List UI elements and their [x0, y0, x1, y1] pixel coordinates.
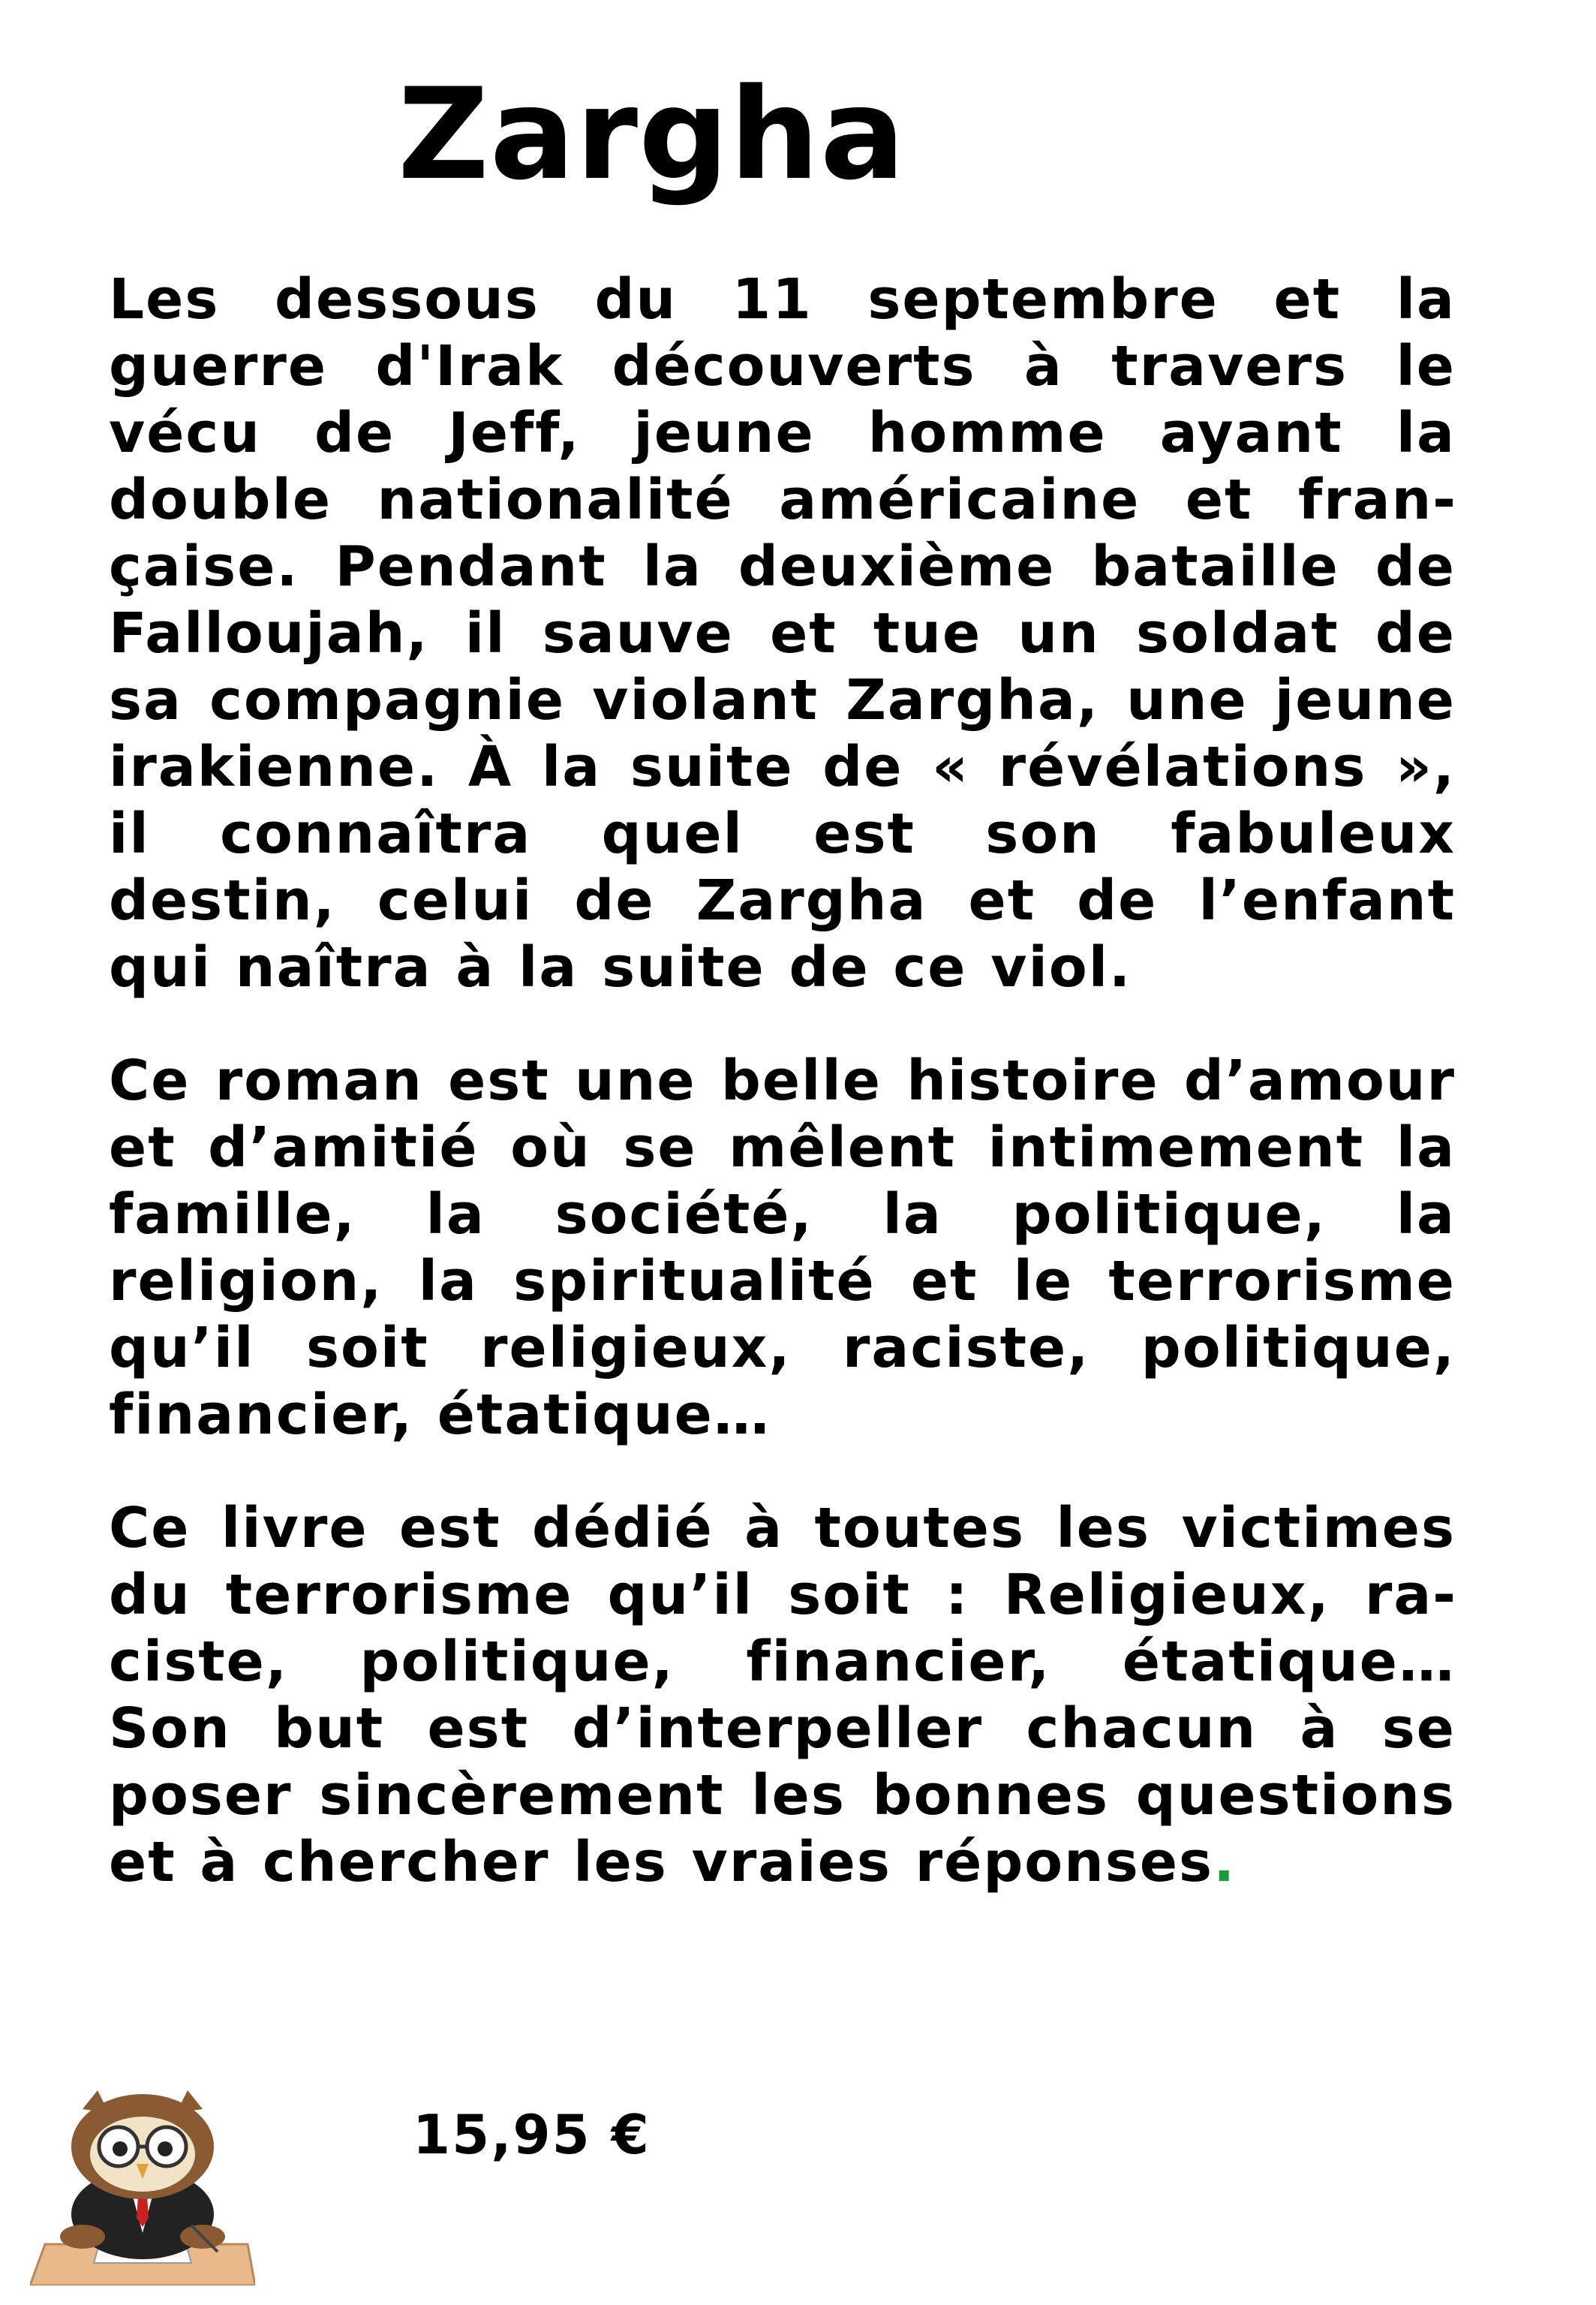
owl-writer-icon: [30, 2083, 255, 2285]
theme-paragraph: Ce roman est une belle histoire d’amour et d’amitié où se mêlent intimement la famille, la société, la politique, la religion, la spiritualité et le terrorisme qu’il soit religieux, raciste, politique, financier, étatique…: [109, 1049, 1456, 1447]
synopsis-paragraph: Les dessous du 11 septembre et la guerre d'Irak découverts à travers le vécu de Jeff, jeune homme ayant la double nationalité américaine et française. Pendant la deuxième bataille de Falloujah, il sauve et tue un soldat de sa compagnie violant Zargha, une jeune irakienne. À la suite de « révélations », il connaîtra quel est son fabuleux destin, celui de Zargha et de l’enfant qui naîtra à la suite de ce viol.: [109, 267, 1456, 1000]
dedication-text: Ce livre est dédié à toutes les victimes du terrorisme qu’il soit : Religieux, raciste, politique, financier, étatique… Son but est d’interpeller chacun à se poser sincèrement les bonnes questions et à chercher les vraies réponses: [109, 1496, 1456, 1894]
dedication-paragraph: [109, 1495, 1456, 1896]
book-title: Zargha: [398, 61, 906, 208]
book-price: 15,95 €: [413, 2103, 651, 2166]
final-period: .: [1213, 1830, 1237, 1894]
book-description: [109, 266, 1456, 1942]
